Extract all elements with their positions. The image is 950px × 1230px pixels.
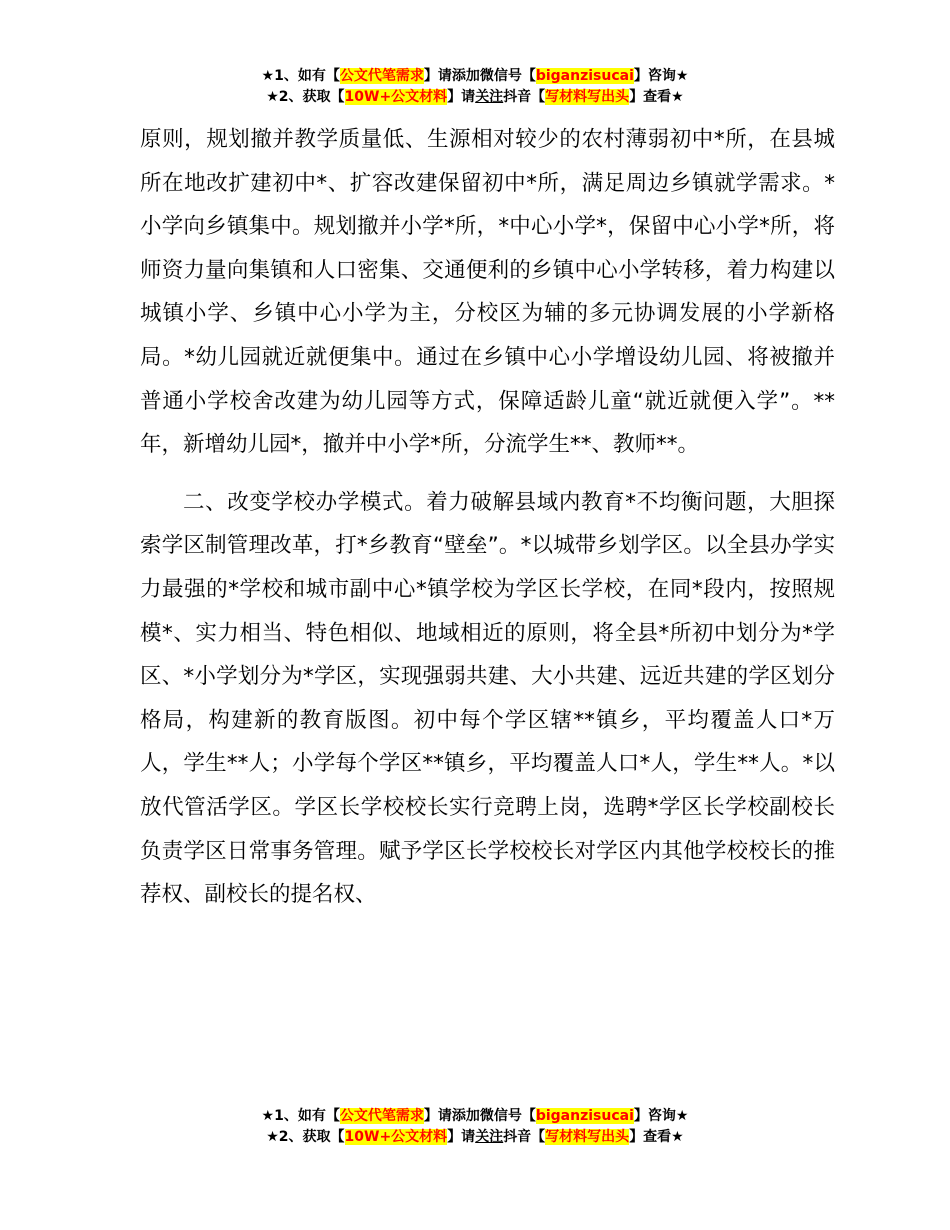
promo-highlight-materials-bottom: 10W+公文材料 [344,1129,448,1145]
promo-highlight-douyin-account-bottom: 写材料写出头 [545,1129,630,1145]
promo-line-1-bottom [0,1106,950,1127]
promo-line2-prefix: ★2、获取【 [266,89,345,105]
promo-line2-middle1-bottom: 】请 [447,1129,476,1145]
promo-line2-middle2-bottom: 抖音【 [503,1129,546,1145]
promo-highlight-ghostwriting-bottom: 公文代笔需求 [339,1108,424,1124]
paragraph-1: 原则，规划撤并教学质量低、生源相对较少的农村薄弱初中*所，在县城所在地改扩建初中*、扩容改建保留初中*所，满足周边乡镇就学需求。*小学向乡镇集中。规划撤并小学*所，*中心小学*，保留中心小学*所，将师资力量向集镇和人口密集、交通便利的乡镇中心小学转移，着力构建以城镇小学、乡镇中心小学为主，分校区为辅的多元协调发展的小学新格局。*幼儿园就近就便集中。通过在乡镇中心小学增设幼儿园、将被撤并普通小学校舍改建为幼儿园等方式，保障适龄儿童“就近就便入学”。**年，新增幼儿园*，撤并中小学*所，分流学生**、教师**。 [140,127,835,458]
promo-highlight-materials: 10W+公文材料 [344,89,448,105]
promo-banner-top [0,66,950,108]
promo-line1-prefix-bottom: ★1、如有【 [261,1108,340,1124]
promo-line2-suffix: 】查看★ [629,89,684,105]
promo-highlight-wechat-id-bottom: biganzisucai [535,1108,634,1124]
promo-line2-prefix-bottom: ★2、获取【 [266,1129,345,1145]
promo-follow-text-bottom: 关注 [475,1129,504,1145]
promo-line2-middle1: 】请 [447,89,476,105]
promo-line-2 [0,87,950,108]
promo-line1-suffix: 】咨询★ [633,68,689,84]
promo-line1-prefix: ★1、如有【 [261,68,340,84]
promo-line2-middle2: 抖音【 [503,89,546,105]
promo-line-2-bottom [0,1127,950,1148]
promo-line2-suffix-bottom: 】查看★ [629,1129,684,1145]
promo-line1-middle: 】请添加微信号【 [423,68,536,84]
promo-follow-text: 关注 [475,89,504,105]
promo-line1-suffix-bottom: 】咨询★ [633,1108,689,1124]
document-body [140,118,835,917]
promo-highlight-ghostwriting: 公文代笔需求 [339,68,424,84]
paragraph-2: 二、改变学校办学模式。着力破解县域内教育*不均衡问题，大胆探索学区制管理改革，打*乡教育“壁垒”。*以城带乡划学区。以全县办学实力最强的*学校和城市副中心*镇学校为学区长学校，在同*段内，按照规模*、实力相当、特色相似、地域相近的原则，将全县*所初中划分为*学区、*小学划分为*学区，实现强弱共建、大小共建、远近共建的学区划分格局，构建新的教育版图。初中每个学区辖**镇乡，平均覆盖人口*万人，学生**人；小学每个学区**镇乡，平均覆盖人口*人，学生**人。*以放代管活学区。学区长学校校长实行竞聘上岗，选聘*学区长学校副校长负责学区日常事务管理。赋予学区长学校校长对学区内其他学校校长的推荐权、副校长的提名权、 [140,489,835,908]
promo-banner-bottom [0,1106,950,1148]
promo-highlight-wechat-id: biganzisucai [535,68,634,84]
promo-highlight-douyin-account: 写材料写出头 [545,89,630,105]
promo-line1-middle-bottom: 】请添加微信号【 [423,1108,536,1124]
promo-line-1 [0,66,950,87]
